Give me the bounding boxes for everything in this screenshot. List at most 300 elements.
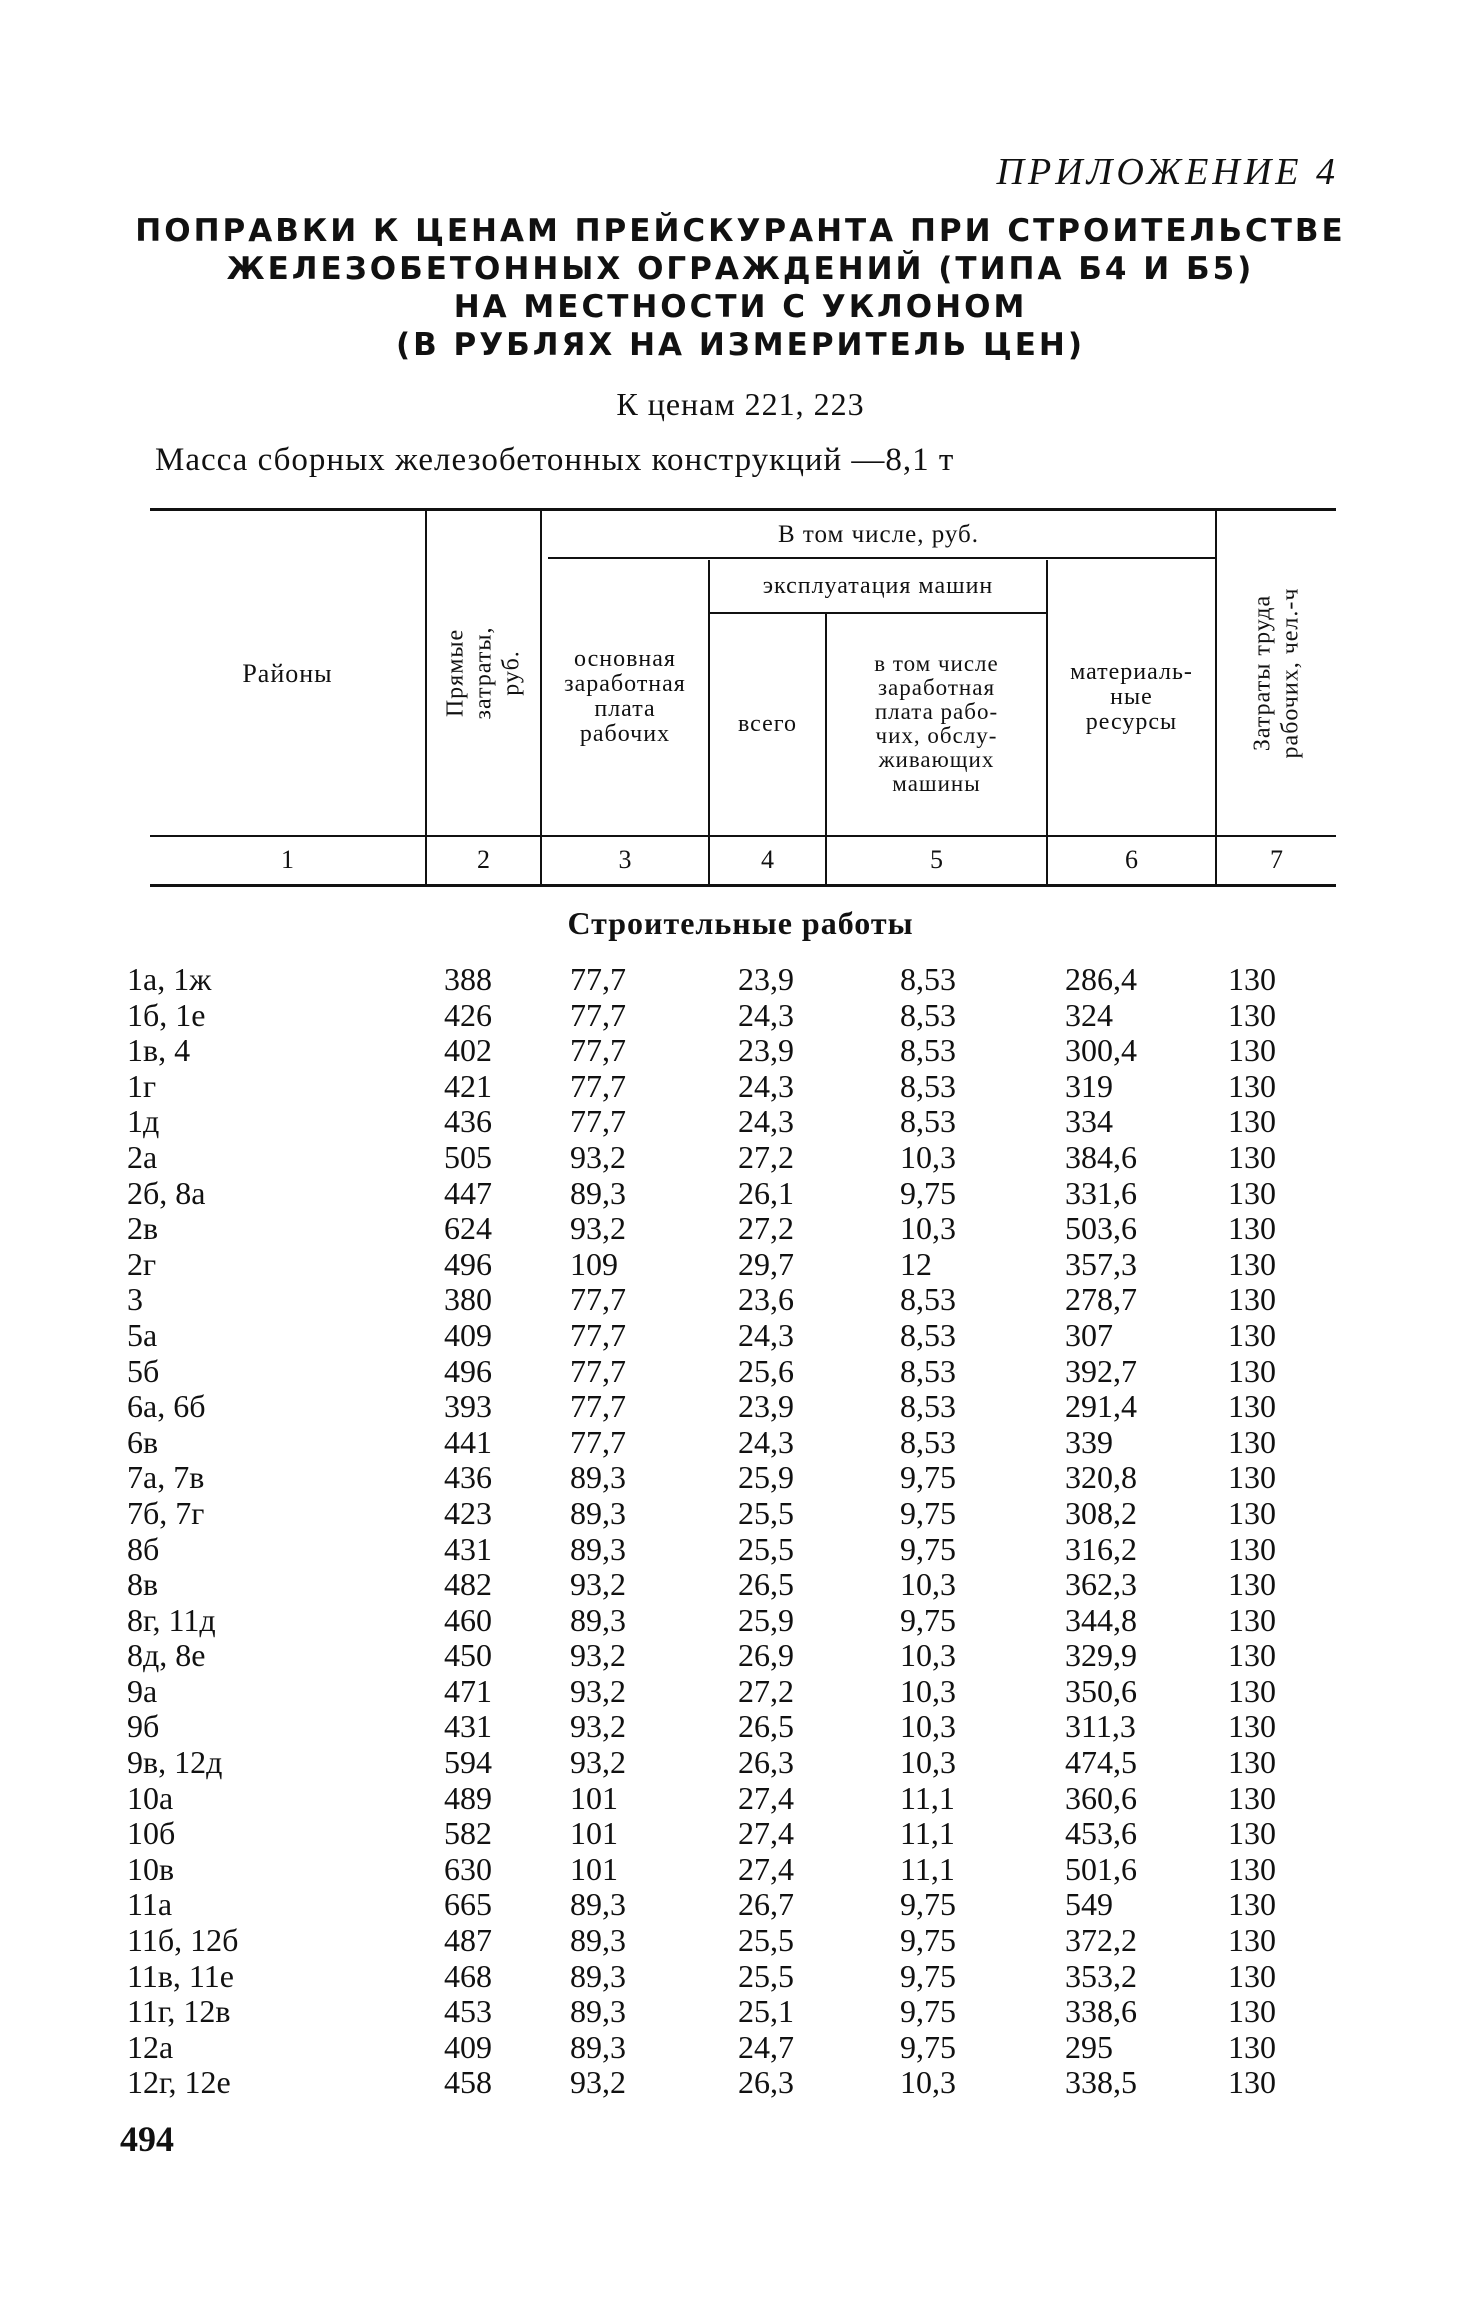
header-materials-line: ресурсы: [1085, 708, 1178, 735]
table-row: [0, 998, 1481, 1034]
labor-cell: 130: [1228, 1067, 1276, 1104]
direct-costs-cell: 423: [444, 1494, 492, 1531]
region-cell: 10а: [127, 1779, 174, 1816]
wages-cell: 77,7: [570, 1103, 626, 1140]
wages-cell: 93,2: [570, 1566, 626, 1603]
header-rule-including: [548, 557, 1215, 559]
materials-cell: 453,6: [1065, 1815, 1137, 1852]
table-row: [0, 1033, 1481, 1069]
machines-total-cell: 27,4: [738, 1850, 794, 1887]
machine-wages-cell: 10,3: [900, 1637, 956, 1674]
labor-cell: 130: [1228, 961, 1276, 997]
table-row: [0, 1745, 1481, 1781]
region-cell: 9б: [127, 1708, 160, 1745]
machine-wages-cell: 9,75: [900, 1601, 956, 1638]
direct-costs-cell: 630: [444, 1850, 492, 1887]
header-machine-wages-line: живающих: [878, 747, 995, 772]
machine-wages-cell: 11,1: [900, 1815, 955, 1852]
materials-cell: 353,2: [1065, 1957, 1137, 1994]
table-top-rule: [150, 508, 1336, 511]
table-body: [0, 962, 1481, 2101]
wages-cell: 77,7: [570, 1281, 626, 1318]
region-cell: 8в: [127, 1566, 159, 1603]
wages-cell: 89,3: [570, 1886, 626, 1923]
header-labor-text: [1249, 588, 1305, 759]
machines-total-cell: 23,6: [738, 1281, 794, 1318]
mass-note: Масса сборных железобетонных конструкций —8,1 т: [155, 442, 955, 478]
wages-cell: 93,2: [570, 1138, 626, 1175]
header-labor-line: рабочих, чел.-ч: [1277, 587, 1304, 759]
region-cell: 6а, 6б: [127, 1388, 206, 1425]
materials-cell: 372,2: [1065, 1922, 1137, 1959]
wages-cell: 77,7: [570, 996, 626, 1033]
header-machine-wages-line: чих, обслу-: [875, 723, 998, 748]
wages-cell: 109: [570, 1245, 618, 1282]
machines-total-cell: 24,3: [738, 1103, 794, 1140]
table-row: [0, 2065, 1481, 2101]
header-regions-text: Районы: [242, 658, 333, 688]
labor-cell: 130: [1228, 1032, 1276, 1069]
machine-wages-cell: 9,75: [900, 1886, 956, 1923]
materials-cell: 295: [1065, 2028, 1113, 2065]
machine-wages-cell: 9,75: [900, 1494, 956, 1531]
direct-costs-cell: 453: [444, 1993, 492, 2030]
section-title: Строительные работы: [567, 905, 914, 941]
direct-costs-cell: 460: [444, 1601, 492, 1638]
direct-costs-cell: 436: [444, 1459, 492, 1496]
machines-total-cell: 24,7: [738, 2028, 794, 2065]
direct-costs-cell: 409: [444, 1316, 492, 1353]
wages-cell: 77,7: [570, 1352, 626, 1389]
direct-costs-cell: 436: [444, 1103, 492, 1140]
header-labor: [1217, 512, 1336, 834]
labor-cell: 130: [1228, 1672, 1276, 1709]
labor-cell: 130: [1228, 996, 1276, 1033]
machine-wages-cell: 8,53: [900, 1388, 956, 1425]
region-cell: 5а: [127, 1316, 158, 1353]
machine-wages-cell: 10,3: [900, 1210, 956, 1247]
header-wages-line: заработная: [564, 671, 686, 697]
appendix-label: ПРИЛОЖЕНИЕ 4: [996, 151, 1339, 193]
page-number: 494: [120, 2119, 174, 2159]
column-number: 7: [1270, 845, 1283, 874]
wages-cell: 89,3: [570, 1174, 626, 1211]
direct-costs-cell: 409: [444, 2028, 492, 2065]
table-row: [0, 1496, 1481, 1532]
wages-cell: 89,3: [570, 1957, 626, 1994]
materials-cell: 338,5: [1065, 2064, 1137, 2101]
wages-cell: 93,2: [570, 1708, 626, 1745]
machine-wages-cell: 9,75: [900, 1530, 956, 1567]
labor-cell: 130: [1228, 1103, 1276, 1140]
header-labor-line: Затраты труда: [1249, 594, 1276, 752]
machines-total-cell: 26,3: [738, 1744, 794, 1781]
direct-costs-cell: 421: [444, 1067, 492, 1104]
direct-costs-cell: 489: [444, 1779, 492, 1816]
wages-cell: 77,7: [570, 1316, 626, 1353]
machine-wages-cell: 9,75: [900, 2028, 956, 2065]
machines-total-cell: 23,9: [738, 1388, 794, 1425]
materials-cell: 384,6: [1065, 1138, 1137, 1175]
machine-wages-cell: 9,75: [900, 1957, 956, 1994]
wages-cell: 77,7: [570, 1423, 626, 1460]
materials-cell: 350,6: [1065, 1672, 1137, 1709]
table-row: [0, 1781, 1481, 1817]
labor-cell: 130: [1228, 1352, 1276, 1389]
materials-cell: 474,5: [1065, 1744, 1137, 1781]
labor-cell: 130: [1228, 1922, 1276, 1959]
direct-costs-cell: 468: [444, 1957, 492, 1994]
header-bottom-rule: [150, 835, 1336, 837]
direct-costs-cell: 471: [444, 1672, 492, 1709]
title-line: ПОПРАВКИ К ЦЕНАМ ПРЕЙСКУРАНТА ПРИ СТРОИТЕЛЬСТВЕ: [135, 213, 1346, 249]
direct-costs-cell: 487: [444, 1922, 492, 1959]
machines-total-cell: 26,1: [738, 1174, 794, 1211]
labor-cell: 130: [1228, 1494, 1276, 1531]
header-machines: [710, 560, 1046, 612]
region-cell: 11б, 12б: [127, 1922, 239, 1959]
table-row: [0, 1887, 1481, 1923]
header-machine-wages-line: в том числе: [874, 651, 999, 676]
wages-cell: 77,7: [570, 1388, 626, 1425]
direct-costs-cell: 496: [444, 1352, 492, 1389]
wages-cell: 89,3: [570, 1530, 626, 1567]
table-row: [0, 1318, 1481, 1354]
machine-wages-cell: 10,3: [900, 1138, 956, 1175]
region-cell: 7а, 7в: [127, 1459, 205, 1496]
machine-wages-cell: 10,3: [900, 1744, 956, 1781]
direct-costs-cell: 447: [444, 1174, 492, 1211]
header-machine-wages-line: машины: [892, 771, 981, 796]
labor-cell: 130: [1228, 1637, 1276, 1674]
machines-total-cell: 27,4: [738, 1779, 794, 1816]
materials-cell: 307: [1065, 1316, 1113, 1353]
column-number: 1: [281, 845, 294, 874]
region-cell: 1г: [127, 1067, 157, 1104]
labor-cell: 130: [1228, 2064, 1276, 2101]
wages-cell: 89,3: [570, 2028, 626, 2065]
materials-cell: 286,4: [1065, 961, 1137, 997]
region-cell: 2б, 8а: [127, 1174, 206, 1211]
region-cell: 12а: [127, 2028, 174, 2065]
table-row: [0, 1176, 1481, 1212]
machines-total-cell: 23,9: [738, 1032, 794, 1069]
machine-wages-cell: 11,1: [900, 1779, 955, 1816]
materials-cell: 320,8: [1065, 1459, 1137, 1496]
table-row: [0, 1852, 1481, 1888]
labor-cell: 130: [1228, 1779, 1276, 1816]
machines-total-cell: 25,5: [738, 1922, 794, 1959]
region-cell: 12г, 12е: [127, 2064, 231, 2101]
labor-cell: 130: [1228, 1459, 1276, 1496]
table-row: [0, 1247, 1481, 1283]
direct-costs-cell: 426: [444, 996, 492, 1033]
region-cell: 2в: [127, 1210, 159, 1247]
machine-wages-cell: 8,53: [900, 1032, 956, 1069]
table-row: [0, 1674, 1481, 1710]
header-regions: [150, 512, 425, 834]
direct-costs-cell: 665: [444, 1886, 492, 1923]
wages-cell: 77,7: [570, 1032, 626, 1069]
machine-wages-cell: 8,53: [900, 1316, 956, 1353]
header-total-text: всего: [737, 710, 798, 737]
labor-cell: 130: [1228, 1708, 1276, 1745]
materials-cell: 319: [1065, 1067, 1113, 1104]
table-row: [0, 1354, 1481, 1390]
machines-total-cell: 26,7: [738, 1886, 794, 1923]
machines-total-cell: 25,1: [738, 1993, 794, 2030]
direct-costs-cell: 393: [444, 1388, 492, 1425]
machines-total-cell: 25,5: [738, 1494, 794, 1531]
machines-total-cell: 23,9: [738, 961, 794, 997]
table-row: [0, 1532, 1481, 1568]
machines-total-cell: 25,6: [738, 1352, 794, 1389]
direct-costs-cell: 441: [444, 1423, 492, 1460]
labor-cell: 130: [1228, 1210, 1276, 1247]
region-cell: 8д, 8е: [127, 1637, 206, 1674]
wages-cell: 93,2: [570, 1672, 626, 1709]
header-direct-costs: [427, 512, 540, 834]
header-wages-line: основная: [574, 646, 676, 672]
column-number: 3: [618, 845, 632, 874]
region-cell: 11а: [127, 1886, 173, 1923]
machine-wages-cell: 12: [900, 1245, 932, 1282]
wages-cell: 77,7: [570, 961, 626, 997]
column-number: 5: [930, 845, 943, 874]
header-materials-line: ные: [1110, 683, 1153, 710]
machines-total-cell: 25,9: [738, 1601, 794, 1638]
colnum-bottom-rule: [150, 884, 1336, 887]
labor-cell: 130: [1228, 1957, 1276, 1994]
machines-total-cell: 29,7: [738, 1245, 794, 1282]
materials-cell: 291,4: [1065, 1388, 1137, 1425]
materials-cell: 308,2: [1065, 1494, 1137, 1531]
wages-cell: 93,2: [570, 2064, 626, 2101]
machine-wages-cell: 9,75: [900, 1174, 956, 1211]
title-line: ЖЕЛЕЗОБЕТОННЫХ ОГРАЖДЕНИЙ (ТИПА Б4 И Б5): [226, 251, 1255, 287]
materials-cell: 324: [1065, 996, 1113, 1033]
header-machine-wages-line: заработная: [877, 675, 996, 700]
header-machines-text: эксплуатация машин: [762, 572, 994, 599]
labor-cell: 130: [1228, 1601, 1276, 1638]
wages-cell: 89,3: [570, 1459, 626, 1496]
labor-cell: 130: [1228, 1316, 1276, 1353]
direct-costs-cell: 402: [444, 1032, 492, 1069]
direct-costs-cell: 594: [444, 1744, 492, 1781]
region-cell: 8г, 11д: [127, 1601, 216, 1638]
materials-cell: 357,3: [1065, 1245, 1137, 1282]
region-cell: 1б, 1е: [127, 996, 206, 1033]
labor-cell: 130: [1228, 1174, 1276, 1211]
title-line: (В РУБЛЯХ НА ИЗМЕРИТЕЛЬ ЦЕН): [395, 327, 1086, 363]
machine-wages-cell: 8,53: [900, 961, 956, 997]
labor-cell: 130: [1228, 1530, 1276, 1567]
direct-costs-cell: 624: [444, 1210, 492, 1247]
table-row: [0, 1460, 1481, 1496]
wages-cell: 101: [570, 1779, 618, 1816]
machine-wages-cell: 8,53: [900, 1103, 956, 1140]
header-wages-line: плата: [594, 696, 656, 722]
header-machine-wages: [827, 614, 1046, 834]
materials-cell: 503,6: [1065, 1210, 1137, 1247]
table-row: [0, 1816, 1481, 1852]
machine-wages-cell: 9,75: [900, 1993, 956, 2030]
table-row: [0, 1603, 1481, 1639]
price-reference: К ценам 221, 223: [616, 386, 865, 422]
machines-total-cell: 25,9: [738, 1459, 794, 1496]
table-row: [0, 1389, 1481, 1425]
machine-wages-cell: 10,3: [900, 2064, 956, 2101]
materials-cell: 278,7: [1065, 1281, 1137, 1318]
region-cell: 1а, 1ж: [127, 961, 212, 997]
materials-cell: 344,8: [1065, 1601, 1137, 1638]
machines-total-cell: 27,2: [738, 1672, 794, 1709]
direct-costs-cell: 380: [444, 1281, 492, 1318]
machines-total-cell: 25,5: [738, 1530, 794, 1567]
table-row: [0, 1069, 1481, 1105]
region-cell: 10б: [127, 1815, 176, 1852]
region-cell: 1в, 4: [127, 1032, 191, 1069]
labor-cell: 130: [1228, 1815, 1276, 1852]
region-cell: 2а: [127, 1138, 158, 1175]
table-row: [0, 1211, 1481, 1247]
region-cell: 1д: [127, 1103, 160, 1140]
title-line: НА МЕСТНОСТИ С УКЛОНОМ: [453, 289, 1028, 325]
region-cell: 5б: [127, 1352, 160, 1389]
region-cell: 10в: [127, 1850, 175, 1887]
labor-cell: 130: [1228, 2028, 1276, 2065]
machine-wages-cell: 10,3: [900, 1672, 956, 1709]
wages-cell: 89,3: [570, 1601, 626, 1638]
machine-wages-cell: 9,75: [900, 1459, 956, 1496]
direct-costs-cell: 496: [444, 1245, 492, 1282]
materials-cell: 300,4: [1065, 1032, 1137, 1069]
region-cell: 6в: [127, 1423, 159, 1460]
wages-cell: 93,2: [570, 1744, 626, 1781]
direct-costs-cell: 431: [444, 1708, 492, 1745]
machines-total-cell: 27,2: [738, 1210, 794, 1247]
labor-cell: 130: [1228, 1744, 1276, 1781]
machines-total-cell: 27,4: [738, 1815, 794, 1852]
wages-cell: 101: [570, 1815, 618, 1852]
materials-cell: 331,6: [1065, 1174, 1137, 1211]
machine-wages-cell: 8,53: [900, 996, 956, 1033]
materials-cell: 334: [1065, 1103, 1113, 1140]
machines-total-cell: 24,3: [738, 1423, 794, 1460]
header-including-text: В том числе, руб.: [777, 521, 980, 548]
table-row: [0, 1923, 1481, 1959]
column-number: 4: [761, 845, 774, 874]
labor-cell: 130: [1228, 1993, 1276, 2030]
region-cell: 2г: [127, 1245, 157, 1282]
materials-cell: 316,2: [1065, 1530, 1137, 1567]
wages-cell: 89,3: [570, 1993, 626, 2030]
region-cell: 11г, 12в: [127, 1993, 231, 2030]
machines-total-cell: 27,2: [738, 1138, 794, 1175]
table-row: [0, 1104, 1481, 1140]
materials-cell: 360,6: [1065, 1779, 1137, 1816]
machine-wages-cell: 8,53: [900, 1423, 956, 1460]
column-number: 6: [1125, 845, 1138, 874]
materials-cell: 392,7: [1065, 1352, 1137, 1389]
header-materials-line: материаль-: [1070, 658, 1193, 685]
direct-costs-cell: 582: [444, 1815, 492, 1852]
direct-costs-cell: 431: [444, 1530, 492, 1567]
machines-total-cell: 26,5: [738, 1708, 794, 1745]
table-row: [0, 1425, 1481, 1461]
direct-costs-cell: 388: [444, 961, 492, 997]
wages-cell: 89,3: [570, 1494, 626, 1531]
document-title: [0, 212, 1481, 364]
header-machines-total: [710, 614, 825, 834]
materials-cell: 362,3: [1065, 1566, 1137, 1603]
machine-wages-cell: 10,3: [900, 1708, 956, 1745]
region-cell: 7б, 7г: [127, 1494, 205, 1531]
wages-cell: 101: [570, 1850, 618, 1887]
machine-wages-cell: 8,53: [900, 1281, 956, 1318]
materials-cell: 338,6: [1065, 1993, 1137, 2030]
table-row: [0, 1140, 1481, 1176]
table-row: [0, 1638, 1481, 1674]
machines-total-cell: 24,3: [738, 1067, 794, 1104]
table-row: [0, 2030, 1481, 2066]
machines-total-cell: 25,5: [738, 1957, 794, 1994]
machines-total-cell: 24,3: [738, 1316, 794, 1353]
labor-cell: 130: [1228, 1850, 1276, 1887]
table-row: [0, 1959, 1481, 1995]
labor-cell: 130: [1228, 1423, 1276, 1460]
materials-cell: 329,9: [1065, 1637, 1137, 1674]
machines-total-cell: 26,3: [738, 2064, 794, 2101]
table-row: [0, 1282, 1481, 1318]
table-row: [0, 962, 1481, 998]
direct-costs-cell: 458: [444, 2064, 492, 2101]
header-wages-line: рабочих: [579, 721, 671, 747]
machine-wages-cell: 8,53: [900, 1352, 956, 1389]
materials-cell: 501,6: [1065, 1850, 1137, 1887]
region-cell: 9в, 12д: [127, 1744, 223, 1781]
region-cell: 9а: [127, 1672, 158, 1709]
direct-costs-cell: 450: [444, 1637, 492, 1674]
materials-cell: 339: [1065, 1423, 1113, 1460]
machine-wages-cell: 8,53: [900, 1067, 956, 1104]
table-row: [0, 1567, 1481, 1603]
labor-cell: 130: [1228, 1281, 1276, 1318]
region-cell: 11в, 11е: [127, 1957, 234, 1994]
header-machine-wages-line: плата рабо-: [874, 699, 999, 724]
labor-cell: 130: [1228, 1886, 1276, 1923]
machine-wages-cell: 10,3: [900, 1566, 956, 1603]
machines-total-cell: 26,5: [738, 1566, 794, 1603]
region-cell: 8б: [127, 1530, 160, 1567]
region-cell: 3: [127, 1281, 143, 1318]
direct-costs-cell: 505: [444, 1138, 492, 1175]
header-including: [542, 512, 1215, 557]
machine-wages-cell: 9,75: [900, 1922, 956, 1959]
header-direct-costs-text: Прямые затраты, руб.: [442, 626, 525, 720]
labor-cell: 130: [1228, 1388, 1276, 1425]
labor-cell: 130: [1228, 1138, 1276, 1175]
materials-cell: 549: [1065, 1886, 1113, 1923]
machines-total-cell: 26,9: [738, 1637, 794, 1674]
header-materials: [1048, 560, 1215, 834]
direct-costs-cell: 482: [444, 1566, 492, 1603]
machines-total-cell: 24,3: [738, 996, 794, 1033]
machine-wages-cell: 11,1: [900, 1850, 955, 1887]
wages-cell: 93,2: [570, 1210, 626, 1247]
materials-cell: 311,3: [1065, 1708, 1136, 1745]
header-wages: [542, 560, 708, 834]
